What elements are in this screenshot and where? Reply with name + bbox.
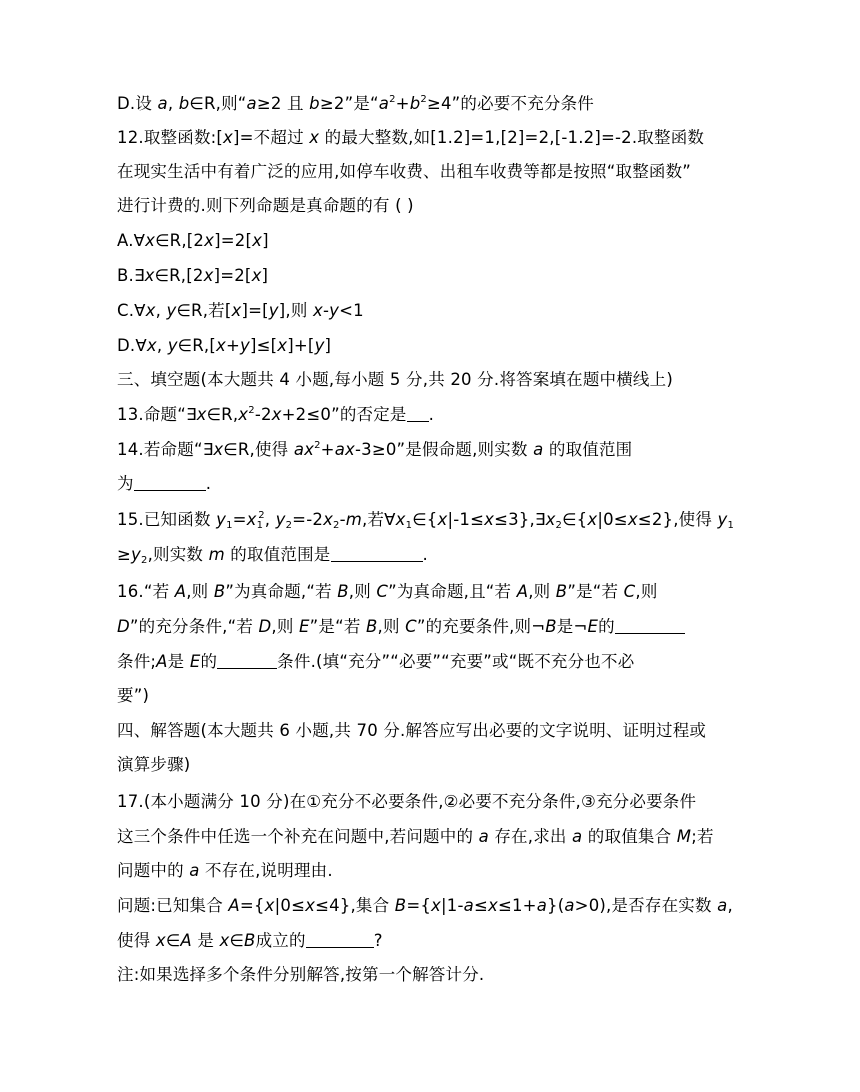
- q17-line-4: 问题:已知集合 A={x|0≤x≤4},集合 B={x|1-a≤x≤1+a}(a>0),是否存在实数 a,: [117, 896, 733, 915]
- section-3-heading: 三、填空题(本大题共 4 小题,每小题 5 分,共 20 分.将答案填在题中横线上): [117, 370, 673, 389]
- section-4-heading-cont: 演算步骤): [117, 755, 191, 774]
- q12-option-d: D.∀x, y∈R,[x+y]≤[x]+[y]: [117, 336, 332, 355]
- note: 注:如果选择多个条件分别解答,按第一个解答计分.: [117, 965, 485, 984]
- q11-option-d: D.设 a, b∈R,则“a≥2 且 b≥2”是“$a^2+b^2\ge 4$”的必要不充分条件: [117, 94, 595, 113]
- q12-option-c: C.∀x, y∈R,若[x]=[y],则 x-y<1: [117, 301, 364, 320]
- q16-line-2: D”的充分条件,“若 D,则 E”是“若 B,则 C”的充要条件,则¬B是¬E的: [117, 615, 757, 639]
- q12-option-b: B.∃x∈R,[2x]=2[x]: [117, 266, 269, 285]
- q15-line-1: 15.已知函数 $y_1=x_1^2$, $y_2=-2x_2-m$,若$\forall x_1\in\{x|-1\le x\le 3\},\exists x_2\in\{x|0\le x\le 2\}$,使得 $y_1$: [117, 510, 735, 531]
- q12-line-2: 在现实生活中有着广泛的应用,如停车收费、出租车收费等都是按照“取整函数”: [117, 162, 692, 181]
- answer-blank[interactable]: [615, 617, 685, 634]
- q17-line-2: 这三个条件中任选一个补充在问题中,若问题中的 a 存在,求出 a 的取值集合 M;若: [117, 827, 714, 846]
- answer-blank[interactable]: [306, 931, 374, 948]
- q16-line-1: 16.“若 A,则 B”为真命题,“若 B,则 C”为真命题,且“若 A,则 B”是“若 C,则: [117, 582, 658, 601]
- answer-blank[interactable]: [134, 474, 206, 491]
- section-4-heading: 四、解答题(本大题共 6 小题,共 70 分.解答应写出必要的文字说明、证明过程或: [117, 721, 707, 740]
- q16-line-3: 条件;A是 E的 条件.(填“充分”“必要”“充要”或“既不充分也不必: [117, 652, 635, 671]
- q12-option-a: A.∀x∈R,[2x]=2[x]: [117, 231, 269, 250]
- q16-line-4: 要”): [117, 686, 150, 705]
- q17-line-5: 使得 x∈A 是 x∈B成立的 ?: [117, 931, 383, 950]
- answer-blank[interactable]: [331, 545, 423, 562]
- q13: 13.命题“$\exists x\in R,x^2-2x+2\le 0$”的否定是 .: [117, 405, 435, 424]
- q17-line-1: 17.(本小题满分 10 分)在①充分不必要条件,②必要不充分条件,③充分必要条件: [117, 792, 697, 811]
- answer-blank[interactable]: [217, 652, 277, 669]
- q15-line-2: $\ge y_2$,则实数 m 的取值范围是 .: [117, 545, 428, 566]
- q14-line-2: 为 .: [117, 474, 212, 493]
- q17-line-3: 问题中的 a 不存在,说明理由.: [117, 861, 333, 880]
- answer-blank[interactable]: [407, 405, 429, 422]
- q14-line-1: 14.若命题“∃x∈R,使得 $ax^2+ax-3\ge 0$”是假命题,则实数 a 的取值范围: [117, 440, 633, 459]
- q12-line-3: 进行计费的.则下列命题是真命题的有 ( ): [117, 196, 414, 215]
- q12-line-1: 12.取整函数:[x]=不超过 x 的最大整数,如[1.2]=1,[2]=2,[-1.2]=-2.取整函数: [117, 128, 705, 147]
